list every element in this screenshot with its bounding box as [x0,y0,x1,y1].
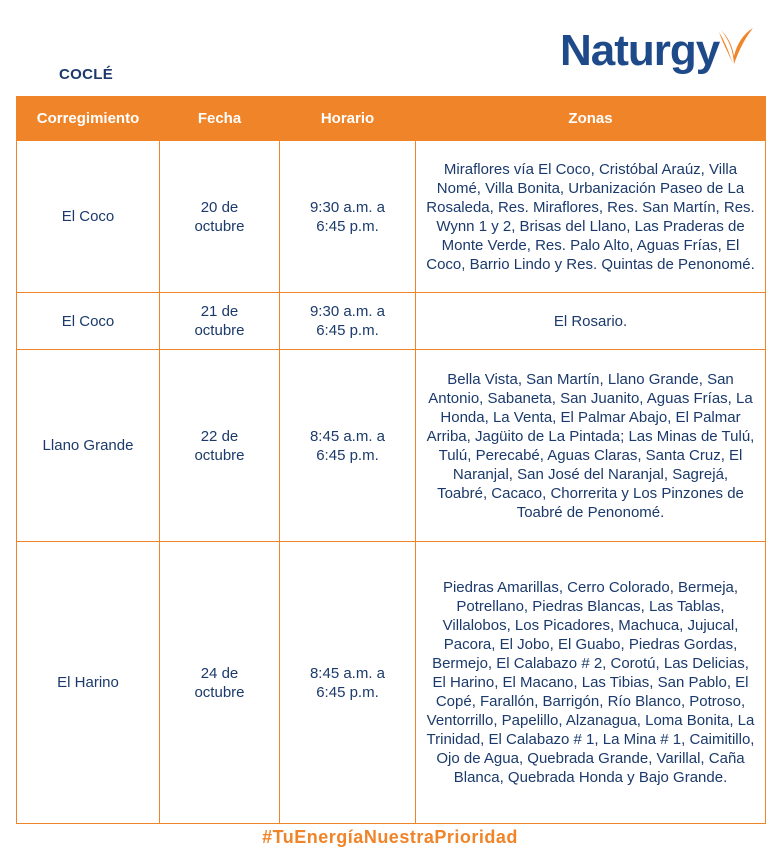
cell-fecha: 20 de octubre [160,141,280,293]
province-title: COCLÉ [59,66,113,83]
cell-horario: 8:45 a.m. a 6:45 p.m. [280,350,416,542]
footer-hashtag: #TuEnergíaNuestraPrioridad [262,827,518,847]
cell-corregimiento: Llano Grande [17,350,160,542]
header-zonas: Zonas [416,97,766,141]
cell-zonas: El Rosario. [416,293,766,350]
header-horario: Horario [280,97,416,141]
cell-horario: 9:30 a.m. a 6:45 p.m. [280,293,416,350]
schedule-table [16,96,766,824]
cell-horario: 8:45 a.m. a 6:45 p.m. [280,542,416,824]
cell-corregimiento: El Harino [17,542,160,824]
cell-fecha: 21 de octubre [160,293,280,350]
table-row [17,542,766,824]
logo-text: Naturgy [560,26,720,75]
naturgy-logo [560,26,755,76]
butterfly-icon [715,24,755,68]
cell-corregimiento: El Coco [17,293,160,350]
table-row [17,293,766,350]
table-row [17,350,766,542]
cell-zonas: Piedras Amarillas, Cerro Colorado, Bermeja, Potrellano, Piedras Blancas, Las Tablas, Villalobos, Los Picadores, Machuca, Jujucal, Pacora, El Jobo, El Guabo, Piedras Gordas, Bermejo, El Calabazo # 2, Corotú, Las Delicias, El Harino, El Macano, Las Tibias, San Pablo, El Copé, Farallón, Barrigón, Río Blanco, Potroso, Ventorrillo, Papelillo, Alzanagua, Loma Bonita, La Trinidad, El Calabazo # 1, La Mina # 1, Caimitillo, Ojo de Agua, Quebrada Grande, Varillal, Caña Blanca, Quebrada Honda y Bajo Grande. [416,542,766,824]
cell-fecha: 22 de octubre [160,350,280,542]
cell-horario: 9:30 a.m. a 6:45 p.m. [280,141,416,293]
table-row [17,141,766,293]
cell-zonas: Miraflores vía El Coco, Cristóbal Araúz, Villa Nomé, Villa Bonita, Urbanización Paseo de La Rosaleda, Res. Miraflores, Res. San Martín, Res. Wynn 1 y 2, Brisas del Llano, Las Praderas de Monte Verde, Res. Palo Alto, Aguas Frías, El Coco, Barrio Lindo y Res. Quintas de Penonomé. [416,141,766,293]
cell-fecha: 24 de octubre [160,542,280,824]
cell-corregimiento: El Coco [17,141,160,293]
header-corregimiento: Corregimiento [17,97,160,141]
cell-zonas: Bella Vista, San Martín, Llano Grande, San Antonio, Sabaneta, San Juanito, Aguas Frías, La Honda, La Venta, El Palmar Abajo, El Palmar Arriba, Jagüito de La Pintada; Las Minas de Tulú, Tulú, Perecabé, Aguas Claras, Santa Cruz, El Naranjal, San José del Naranjal, Sagrejá, Toabré, Cacaco, Chorrerita y Los Pinzones de Toabré de Penonomé. [416,350,766,542]
header-fecha: Fecha [160,97,280,141]
table-header-row [17,97,766,141]
